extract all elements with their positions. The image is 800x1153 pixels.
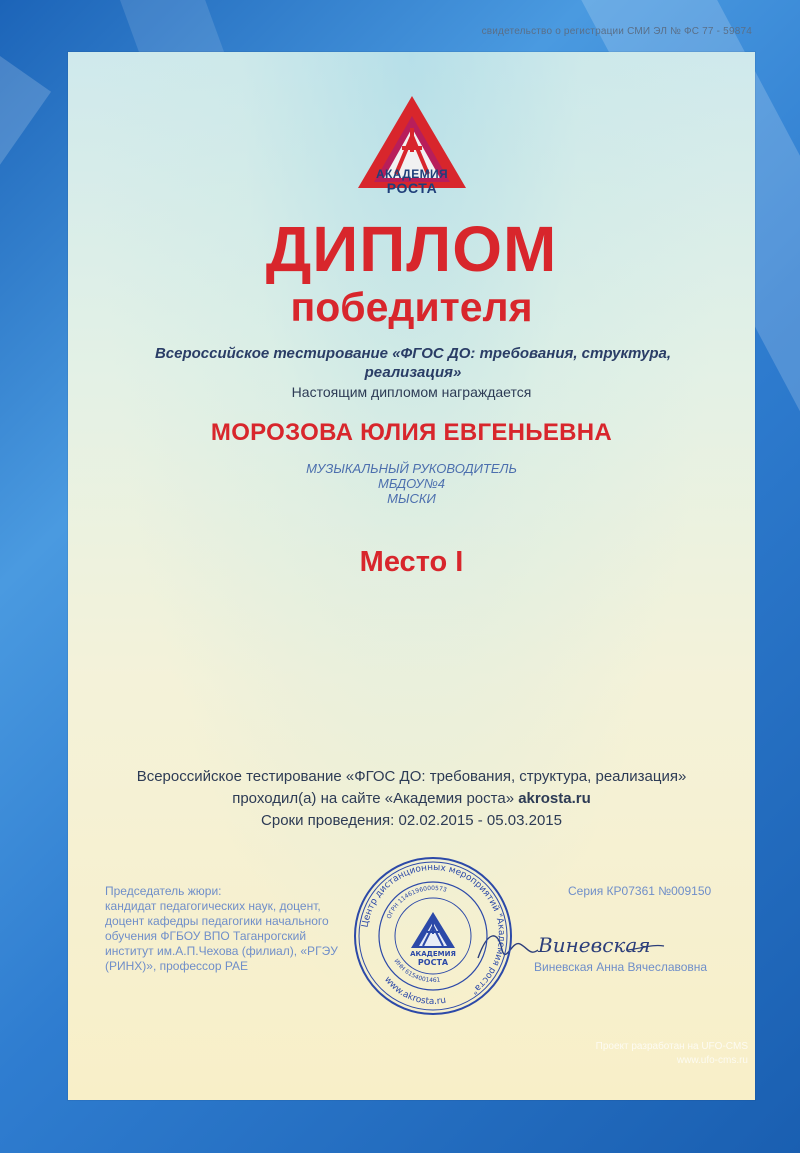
signer-name: Виневская Анна Вячеславовна xyxy=(534,960,708,974)
stamp-logo-line2: РОСТА xyxy=(417,958,449,967)
stamp-bottom-text: www.akrosta.ru xyxy=(382,974,447,1008)
jury-description: кандидат педагогических наук, доцент, доцент кафедры педагогики начального обучения ФГБОУ ВПО Таганрогский институт им.А.П.Чехова (филиал), «РГЭУ (РИНХ)», профессор РАЕ xyxy=(105,899,338,973)
logo-text-growth: РОСТА xyxy=(386,180,438,196)
stamp-inner-top: ОГРН 1146196000573 xyxy=(385,884,448,920)
registration-note: свидетельство о регистрации СМИ ЭЛ № ФС 77 - 59874 xyxy=(481,26,752,37)
footer-contest: Всероссийское тестирование «ФГОС ДО: требования, структура, реализация» xyxy=(136,768,687,785)
footer-site-line xyxy=(68,790,755,807)
footer-site-prefix: проходил(а) на сайте «Академия роста» xyxy=(232,790,519,807)
recipient-city: МЫСКИ xyxy=(387,491,436,506)
recipient-organization: МБДОУ№4 xyxy=(377,476,446,491)
jury-label: Председатель жюри: xyxy=(105,884,222,898)
footer-dates: Сроки проведения: 02.02.2015 - 05.03.2015 xyxy=(261,812,562,829)
diploma-subtitle: победителя xyxy=(290,284,533,330)
series-number: Серия КР07361 №009150 xyxy=(568,884,712,898)
developer-credit xyxy=(568,1040,748,1068)
signature-text: Виневская xyxy=(538,933,651,957)
developer-credit-line1: Проект разработан на UFO-CMS xyxy=(595,1041,748,1052)
jury-block xyxy=(105,884,355,974)
stamp-ring-text: Центр дистанционных мероприятий "Академия роста" xyxy=(360,862,507,996)
stamp-inner-bottom: ИНН 6154001461 xyxy=(392,957,441,985)
developer-credit-line2: www.ufo-cms.ru xyxy=(676,1055,748,1066)
awarded-line: Настоящим дипломом награждается xyxy=(291,384,532,400)
diploma-title: ДИПЛОМ xyxy=(265,213,558,285)
contest-title: Всероссийское тестирование «ФГОС ДО: требования, структура, реализация» xyxy=(154,345,672,381)
site-link[interactable]: akrosta.ru xyxy=(518,790,591,807)
place-award: Место I xyxy=(359,546,464,578)
diploma-sheet xyxy=(68,52,755,1100)
stamp-logo-line1: АКАДЕМИЯ xyxy=(410,950,456,958)
recipient-name: МОРОЗОВА ЮЛИЯ ЕВГЕНЬЕВНА xyxy=(210,419,613,446)
logo-text-academy: АКАДЕМИЯ xyxy=(375,167,449,181)
recipient-position: МУЗЫКАЛЬНЫЙ РУКОВОДИТЕЛЬ xyxy=(306,461,517,476)
organization-stamp xyxy=(351,854,515,1018)
svg-text:ОГРН 1146196000573 xyxy=(386,885,448,920)
